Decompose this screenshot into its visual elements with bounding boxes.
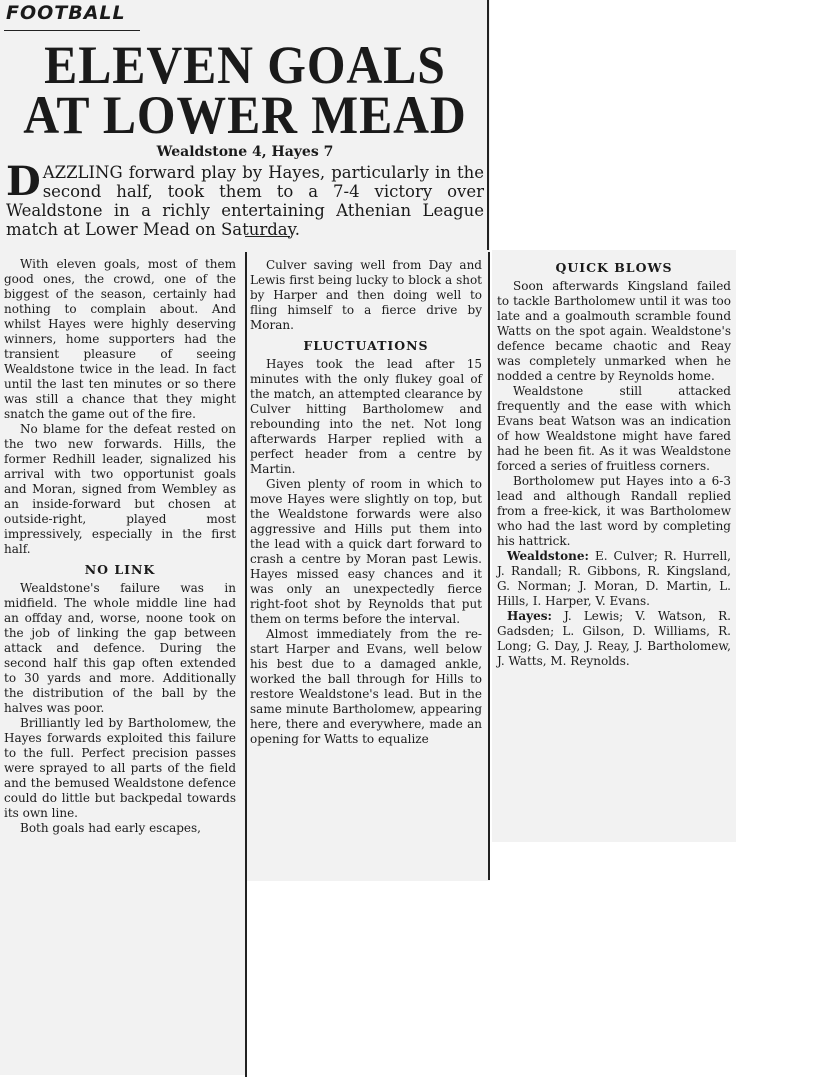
team-players: J. Lewis; V. Watson, R. Gadsden; L. Gilson, D. Williams, R. Long; G. Day, J. Reay, J. Bartholomew, J. Watts, M. Reynolds.: [497, 609, 731, 668]
team-name: Hayes:: [507, 609, 552, 623]
subheading: NO LINK: [84, 562, 156, 577]
paragraph: Given plenty of room in which to move Hayes were slightly on top, but the Wealdstone forwards were also aggressive and Hills put them into the lead with a quick dart forward to crash a centre by Moran past Lewis. Hayes missed easy chances and it was only an unexpectedly fierce right-foot shot by Reynolds that put them on terms before the interval.: [250, 477, 482, 626]
column-rule: [245, 252, 247, 1077]
paragraph: No blame for the defeat rested on the two new forwards. Hills, the former Redhill leader, signalized his arrival with two opportunist goals and Moran, signed from Wembley as an inside-forward but chosen at outside-right, played most impressively, especially in the first half.: [4, 422, 236, 556]
paragraph: Both goals had early escapes,: [20, 821, 201, 835]
paragraph: Wealdstone's failure was in midfield. The whole middle line had an offday and, worse, noone took on the job of linking the gap between attack and defence. During the second half this gap often extended to 30 yards and more. Additionally the distribution of the ball by the halves was poor.: [4, 581, 236, 715]
paragraph: Soon afterwards Kingsland failed to tackle Bartholomew until it was too late and a goalmouth scramble found Watts on the spot again. Wealdstone's defence became chaotic and Reay was completely unmarked when he nodded a centre by Reynolds home.: [497, 279, 731, 383]
team-line-up: [497, 609, 731, 669]
section-label: FOOTBALL: [6, 2, 126, 24]
paragraph: Wealdstone still attacked frequently and the ease with which Evans beat Watson was an indication of how Wealdstone might have fared had he been fit. As it was Wealdstone forced a series of fruitless corners.: [497, 384, 731, 473]
paragraph: Brilliantly led by Bartholomew, the Hayes forwards exploited this failure to the full. Perfect precision passes were sprayed to all parts of the field and the bemused Wealdstone defence could do little but backpedal towards its own line.: [4, 716, 236, 820]
headline: ELEVEN GOALS AT LOWER MEAD: [23, 35, 467, 145]
paragraph: With eleven goals, most of them good ones, the crowd, one of the biggest of the season, certainly had nothing to complain about. And whilst Hayes were highly deserving winners, home supporters had the transient pleasure of seeing Wealdstone twice in the lead. In fact until the last ten minutes or so there was still a chance that they might snatch the game out of the fire.: [4, 257, 236, 421]
paragraph: Bortholomew put Hayes into a 6-3 lead and although Randall replied from a free-kick, it was Bartholomew who had the last word by completing his hattrick.: [497, 474, 731, 548]
paragraph: Almost immediately from the re-start Harper and Evans, well below his best due to a damaged ankle, worked the ball through for Hills to restore Wealdstone's lead. But in the same minute Bartholomew, appearing here, there and everywhere, made an opening for Watts to equalize: [250, 627, 482, 746]
article-column-1: [4, 257, 236, 836]
paragraph: Culver saving well from Day and Lewis first being lucky to block a shot by Harper and then doing well to fling himself to a fierce drive by Moran.: [250, 258, 482, 332]
team-name: Wealdstone:: [507, 549, 589, 563]
column-rule: [4, 30, 140, 31]
subheading: QUICK BLOWS: [555, 260, 673, 275]
column-rule: [487, 0, 489, 250]
team-players: E. Culver; R. Hurrell, J. Randall; R. Gibbons, R. Kingsland, G. Norman; J. Moran, D. Martin, L. Hills, I. Harper, V. Evans.: [497, 549, 731, 608]
article-column-2: [250, 258, 482, 747]
team-line-up: [497, 549, 731, 609]
column-rule: [488, 252, 490, 880]
match-result: Wealdstone 4, Hayes 7: [156, 144, 334, 160]
lead-paragraph: [6, 158, 484, 239]
paragraph: Hayes took the lead after 15 minutes with the only flukey goal of the match, an attempted clearance by Culver hitting Bartholomew and rebounding into the net. Not long afterwards Harper replied with a perfect header from a centre by Martin.: [250, 357, 482, 476]
subheading: FLUCTUATIONS: [303, 338, 429, 353]
article-column-3: [497, 255, 731, 669]
drop-cap: D: [6, 158, 41, 205]
lead-text: AZZLING forward play by Hayes, particularly in the second half, took them to a 7-4 victory over Wealdstone in a richly entertaining Athenian League match at Lower Mead on Saturday.: [6, 163, 484, 239]
